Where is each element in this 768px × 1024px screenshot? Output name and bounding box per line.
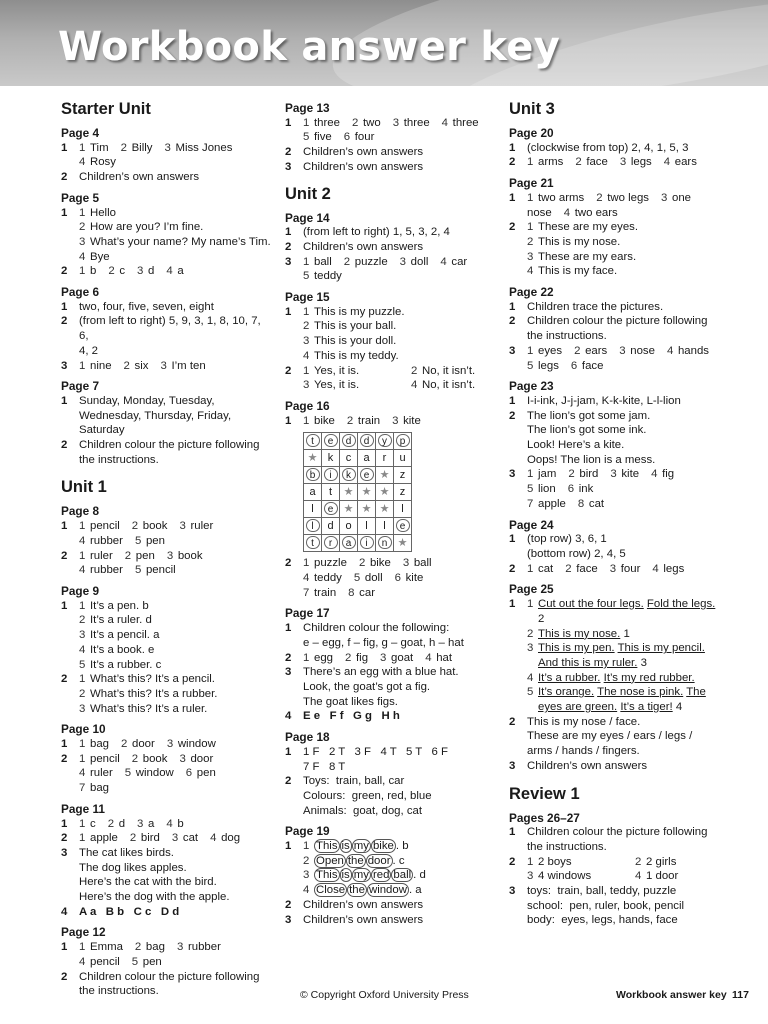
answer-line: 1 two, four, five, seven, eight <box>61 300 214 313</box>
star-icon: ★ <box>376 467 394 484</box>
answer-line: 2 This is my nose. <box>527 235 621 248</box>
answer-line: 4 pencil 5 pen <box>79 955 162 968</box>
answer-line: Wednesday, Thursday, Friday, <box>79 409 232 422</box>
answer-line: 2 What’s this? It’s a rubber. <box>79 687 218 700</box>
answer-line: 3 1 nine 2 six 3 I’m ten <box>61 359 206 372</box>
answer-line: 4 rubber 5 pen <box>79 534 165 547</box>
answer-line: 4 E e F f G g H h <box>285 710 400 723</box>
answer-line: 2 1 ruler 2 pen 3 book <box>61 549 203 562</box>
star-icon: ★ <box>304 450 322 467</box>
answer-line: 2 1 2 boys 2 2 girls <box>509 855 677 868</box>
answer-line: 2 (from left to right) 5, 9, 3, 1, 8, 10, 7, 6, <box>61 315 261 343</box>
answer-line: 2 1 What’s this? It’s a pencil. <box>61 673 215 686</box>
answer-line: Colours: green, red, blue <box>303 789 432 802</box>
column-2 <box>285 99 495 927</box>
answer-line: 1 1 Hello <box>61 206 116 219</box>
page-heading: Page 8 <box>61 504 100 519</box>
star-icon: ★ <box>394 535 412 552</box>
star-icon: ★ <box>376 484 394 501</box>
answer-line: 5 It’s orange. The nose is pink. The <box>527 686 706 699</box>
section-heading: Unit 1 <box>61 478 107 497</box>
answer-line: 1 1 bike 2 train 3 kite <box>285 414 421 427</box>
answer-line: 2 Toys: train, ball, car <box>285 775 405 788</box>
answer-line: 1 Sunday, Monday, Tuesday, <box>61 394 215 407</box>
answer-line: 2 Children’s own answers <box>285 146 424 159</box>
answer-line: 3 1 eyes 2 ears 3 nose 4 hands <box>509 344 709 357</box>
answer-line: the instructions. <box>79 453 159 466</box>
answer-line: And this is my ruler. 3 <box>538 656 647 669</box>
answer-line: Here’s the dog with the apple. <box>79 891 230 904</box>
answer-line: 1 1 It’s a pen. b2 It’s a ruler. d <box>61 599 152 627</box>
answer-line: 1 (top row) 3, 6, 1 <box>509 533 607 546</box>
page-heading: Page 24 <box>509 517 554 532</box>
answer-line: 5 five 6 four <box>303 131 375 144</box>
answer-line: the instructions. <box>79 985 159 998</box>
answer-line: 4 ruler 5 window 6 pen <box>79 767 216 780</box>
answer-line: 2 This is your ball. <box>303 320 397 333</box>
page-heading: Page 14 <box>285 210 330 225</box>
answer-line: 2 Children’s own answers <box>285 898 424 911</box>
star-icon: ★ <box>358 484 376 501</box>
answer-line: 2 Children colour the picture following <box>509 315 708 328</box>
answer-line: 4 A a B b C c D d <box>61 905 180 918</box>
page-heading: Page 15 <box>285 290 330 305</box>
word-search-grid: t e d d y p ★ k c a r u b i k e ★ z a t ★ ★ ★ z l e ★ ★ ★ l l d o l l e t r a i n ★ <box>303 432 412 552</box>
page-heading: Page 13 <box>285 101 330 115</box>
page-heading: Page 5 <box>61 190 100 205</box>
answer-line: 2 1 cat 2 face 3 four 4 legs <box>509 562 685 575</box>
answer-line: 3 Children’s own answers <box>509 759 648 772</box>
page-heading: Page 16 <box>285 398 330 413</box>
answer-line: 1 Children colour the following: <box>285 622 450 635</box>
page-heading: Pages 26–27 <box>509 810 580 825</box>
answer-line: 2 1 b 2 c 3 d 4 a <box>61 265 184 278</box>
answer-line: Oops! The lion is a mess. <box>527 453 656 466</box>
page-heading: Page 7 <box>61 379 100 394</box>
answer-line: 1 1 Tim 2 Billy 3 Miss Jones <box>61 141 233 154</box>
answer-line: 2 1 apple 2 bird 3 cat 4 dog <box>61 832 241 845</box>
page-number: 117 <box>732 989 749 1001</box>
answer-line: Saturday <box>79 424 125 437</box>
answer-line: 3 There’s an egg with a blue hat. <box>285 666 459 679</box>
answer-line: 3 This is my pen. This is my pencil. <box>527 642 705 655</box>
column-1 <box>61 99 271 999</box>
answer-line: 2 1 These are my eyes. <box>509 221 639 234</box>
section-heading: Review 1 <box>509 784 580 803</box>
answer-line: 2 Children’s own answers <box>285 240 424 253</box>
answer-line: 1 1 F 2 T 3 F 4 T 5 T 6 F <box>285 745 448 758</box>
page-heading: Page 9 <box>61 583 100 598</box>
answer-line: 1 1 bag 2 door 3 window <box>61 738 216 751</box>
answer-line: 3 toys: train, ball, teddy, puzzle <box>509 885 677 898</box>
answer-line: 7 F 8 T <box>303 760 346 773</box>
answer-line: 2 Children’s own answers <box>61 171 200 184</box>
answer-line: (bottom row) 2, 4, 5 <box>527 547 626 560</box>
header-banner <box>0 0 768 86</box>
page-heading: Page 25 <box>509 582 554 597</box>
answer-line: 3 This is my red ball . d <box>303 869 426 882</box>
answer-line: 5 legs 6 face <box>527 359 604 372</box>
star-icon: ★ <box>358 501 376 518</box>
section-heading: Unit 3 <box>509 100 555 118</box>
answer-line: 4 teddy 5 doll 6 kite <box>303 572 424 585</box>
answer-line: 3 What’s this? It’s a ruler. <box>79 702 208 715</box>
answer-line: 2 Open the door . c <box>303 854 405 867</box>
answer-line: eyes are green. It’s a tiger! 4 <box>538 701 683 714</box>
answer-line: 7 apple 8 cat <box>527 497 605 510</box>
page-heading: Page 19 <box>285 824 330 839</box>
answer-line: 4 rubber 5 pencil <box>79 564 176 577</box>
answer-line: 1 (from left to right) 1, 5, 3, 2, 4 <box>285 226 450 239</box>
answer-line: 1 1 three 2 two 3 three 4 three <box>285 116 479 129</box>
answer-line: 3 4 windows 4 1 door <box>527 870 679 883</box>
page-heading: Page 23 <box>509 379 554 394</box>
page-heading: Page 11 <box>61 801 105 816</box>
answer-line: 2 This is my nose. 1 <box>527 627 630 640</box>
page-heading: Page 18 <box>285 730 330 745</box>
answer-line: 3 Children’s own answers <box>285 160 424 173</box>
answer-line: 1 1 Emma 2 bag 3 rubber <box>61 941 221 954</box>
answer-line: The lion’s got some ink. <box>527 424 647 437</box>
answer-line: 1 1 two arms 2 two legs 3 one <box>509 191 692 204</box>
answer-line: Here’s the cat with the bird. <box>79 876 217 889</box>
answer-line: 3 1 ball 2 puzzle 3 doll 4 car <box>285 255 468 268</box>
answer-line: nose 4 two ears <box>527 206 618 219</box>
page-heading: Page 20 <box>509 126 554 140</box>
answer-line: 4 This is my face. <box>527 265 618 278</box>
star-icon: ★ <box>340 484 358 501</box>
answer-line: 1 1 This is my puzzle. <box>285 305 405 318</box>
page-title: Workbook answer key <box>58 24 561 70</box>
answer-line: These are my eyes / ears / legs / <box>527 730 693 743</box>
answer-line: 4 Rosy <box>79 156 116 169</box>
section-heading: Starter Unit <box>61 100 151 118</box>
answer-line: the instructions. <box>527 840 607 853</box>
answer-line: Animals: goat, dog, cat <box>303 804 423 817</box>
answer-line: 2 This is my nose / face. <box>509 715 641 728</box>
answer-line: 3 What’s your name? My name’s Tim. <box>79 235 271 248</box>
answer-line: 2 1 Yes, it is. 2 No, it isn’t. <box>285 364 476 377</box>
answer-line: 2 <box>538 612 545 625</box>
answer-line: 1 I-i-ink, J-j-jam, K-k-kite, L-l-lion <box>509 394 681 407</box>
answer-line: 2 How are you? I’m fine. <box>79 221 204 234</box>
answer-line: 3 Children’s own answers <box>285 913 424 926</box>
answer-line: 3 These are my ears. <box>527 250 637 263</box>
answer-line: Look, the goat’s got a fig. <box>303 680 431 693</box>
answer-line: 5 It’s a rubber. c <box>79 658 162 671</box>
section-heading: Unit 2 <box>285 184 331 203</box>
answer-line: 2 Children colour the picture following <box>61 439 260 452</box>
answer-line: arms / hands / fingers. <box>527 745 640 758</box>
page-heading: Page 21 <box>509 176 554 191</box>
answer-line: 1 1 Cut out the four legs. Fold the legs. <box>509 598 716 611</box>
answer-line: The dog likes apples. <box>79 861 187 874</box>
star-icon: ★ <box>340 501 358 518</box>
answer-line: 2 1 pencil 2 book 3 door <box>61 752 214 765</box>
column-3 <box>509 99 719 928</box>
answer-line: 1 (clockwise from top) 2, 4, 1, 5, 3 <box>509 141 689 154</box>
answer-line: body: eyes, legs, hands, face <box>527 914 678 927</box>
answer-line: 7 train 8 car <box>303 586 375 599</box>
answer-line: 3 Yes, it is. 4 No, it isn’t. <box>303 379 476 392</box>
answer-line: 2 1 puzzle 2 bike 3 ball <box>285 557 432 570</box>
answer-line: the instructions. <box>527 330 607 343</box>
footer-label: Workbook answer key <box>616 989 727 1001</box>
answer-line: 7 bag <box>79 782 110 795</box>
page-heading: Page 10 <box>61 722 106 737</box>
answer-line: The goat likes figs. <box>303 695 398 708</box>
copyright-notice: © Copyright Oxford University Press <box>300 989 469 1001</box>
answer-line: 1 Children colour the picture following <box>509 826 708 839</box>
answer-line: 2 The lion’s got some jam. <box>509 409 651 422</box>
answer-line: 2 1 arms 2 face 3 legs 4 ears <box>509 156 697 169</box>
answer-line: 5 lion 6 ink <box>527 483 594 496</box>
answer-line: 3 The cat likes birds. <box>61 846 174 859</box>
answer-line: 1 1 This is my bike . b <box>285 840 409 853</box>
answer-line: 4 Close the window . a <box>303 884 422 897</box>
answer-line: 2 Children colour the picture following <box>61 970 260 983</box>
answer-line: 1 1 pencil 2 book 3 ruler <box>61 520 214 533</box>
answer-line: school: pen, ruler, book, pencil <box>527 899 685 912</box>
answer-line: 4 Bye <box>79 250 110 263</box>
answer-line: 4 This is my teddy. <box>303 349 399 362</box>
page-heading: Page 6 <box>61 285 100 300</box>
answer-line: 3 1 jam 2 bird 3 kite 4 fig <box>509 468 675 481</box>
answer-line: 4 It’s a rubber. It’s my red rubber. <box>527 671 695 684</box>
page-heading: Page 4 <box>61 126 100 140</box>
answer-line: e – egg, f – fig, g – goat, h – hat <box>303 636 464 649</box>
answer-line: 2 1 egg 2 fig 3 goat 4 hat <box>285 651 453 664</box>
page-heading: Page 22 <box>509 285 554 300</box>
page-heading: Page 17 <box>285 606 330 621</box>
answer-line: 3 This is your doll. <box>303 335 397 348</box>
answer-line: 5 teddy <box>303 270 342 283</box>
answer-line: Look! Here’s a kite. <box>527 439 625 452</box>
answer-line: 4, 2 <box>79 344 98 357</box>
answer-line: 3 It’s a pencil. a4 It’s a book. e <box>79 629 160 656</box>
star-icon: ★ <box>376 501 394 518</box>
answer-line: 1 1 c 2 d 3 a 4 b <box>61 817 184 830</box>
page-heading: Page 12 <box>61 925 106 940</box>
answer-line: 1 Children trace the pictures. <box>509 300 664 313</box>
